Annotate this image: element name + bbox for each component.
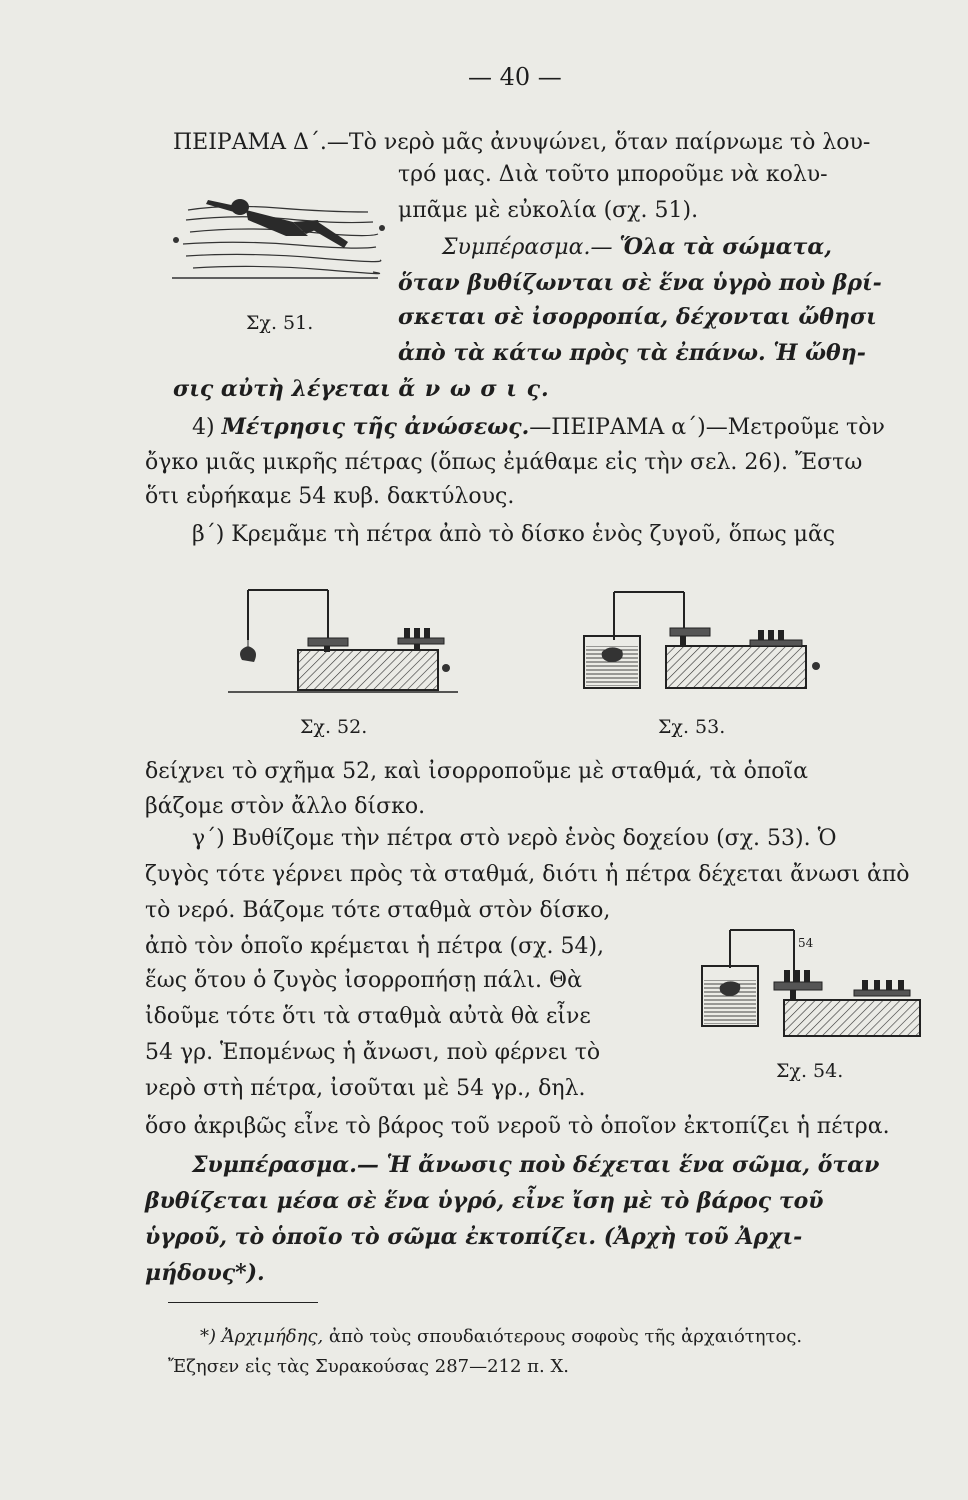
text-line: ὅσο ἀκριβῶς εἶνε τὸ βάρος τοῦ νεροῦ τὸ ὁποῖον ἐκτοπίζει ἡ πέτρα. xyxy=(145,1114,890,1139)
text-line: ἰδοῦμε τότε ὅτι τὰ σταθμὰ αὐτὰ θὰ εἶνε xyxy=(145,1004,591,1029)
text-line: τὸ νερό. Βάζομε τότε σταθμὰ στὸν δίσκο, xyxy=(145,898,611,923)
text-line: δείχνει τὸ σχῆμα 52, καὶ ἰσορροποῦμε μὲ σταθμά, τὰ ὁποῖα xyxy=(145,759,809,784)
experiment-label: —ΠΕΙΡΑΜΑ α΄)—Μετροῦμε τὸν xyxy=(529,415,885,440)
figure-caption: Σχ. 52. xyxy=(300,716,368,738)
conclusion-line xyxy=(173,374,550,404)
conclusion-line: σκεται σὲ ἰσορροπία, δέχονται ὤθησι xyxy=(398,304,877,330)
text-line: ἀπὸ τὸν ὁποῖο κρέμεται ἡ πέτρα (σχ. 54), xyxy=(145,934,605,959)
page-number: — 40 — xyxy=(468,63,562,91)
text-line: τρό μας. Διὰ τοῦτο μποροῦμε νὰ κολυ- xyxy=(398,162,828,187)
text-line: 54 γρ. Ἑπομένως ἡ ἄνωσι, ποὺ φέρνει τὸ xyxy=(145,1040,601,1065)
text-line: γ΄) Βυθίζομε τὴν πέτρα στὸ νερὸ ἑνὸς δοχείου (σχ. 53). Ὁ xyxy=(192,826,837,851)
text-line: β΄) Κρεμᾶμε τὴ πέτρα ἀπὸ τὸ δίσκο ἑνὸς ζυγοῦ, ὅπως μᾶς xyxy=(192,522,836,547)
swimmer-figure xyxy=(168,192,390,292)
conclusion-line: μήδους*). xyxy=(145,1260,265,1286)
conclusion-line: ἀπὸ τὰ κάτω πρὸς τὰ ἐπάνω. Ἡ ὤθη- xyxy=(398,340,866,366)
conclusion-line xyxy=(442,232,832,263)
footnote-rule xyxy=(168,1302,318,1303)
conclusion-line: ὑγροῦ, τὸ ὁποῖο τὸ σῶμα ἐκτοπίζει. (Ἀρχὴ τοῦ Ἀρχι- xyxy=(145,1224,803,1250)
text-line: ΠΕΙΡΑΜΑ Δ΄.—Τὸ νερὸ μᾶς ἀνυψώνει, ὅταν παίρνωμε τὸ λου- xyxy=(173,130,871,155)
conclusion-heading: Συμπέρασμα.— xyxy=(442,235,620,260)
conclusion-text: σις αὐτὴ λέγεται xyxy=(173,376,399,402)
figure-caption: Σχ. 51. xyxy=(246,312,314,334)
section-number: 4) xyxy=(192,415,222,440)
balance-figure-52 xyxy=(228,580,468,700)
conclusion-line: ὅταν βυθίζωνται σὲ ἕνα ὑγρὸ ποὺ βρί- xyxy=(398,270,882,296)
text-line: βάζομε στὸν ἄλλο δίσκο. xyxy=(145,794,426,819)
text-line: ζυγὸς τότε γέρνει πρὸς τὰ σταθμά, διότι ἡ πέτρα δέχεται ἄνωσι ἀπὸ xyxy=(145,862,910,887)
figure-weight-label: 54 xyxy=(798,936,814,950)
section-title: Μέτρησις τῆς ἀνώσεως. xyxy=(221,414,530,440)
text-line: μπᾶμε μὲ εὐκολία (σχ. 51). xyxy=(398,198,699,223)
conclusion-line: βυθίζεται μέσα σὲ ἕνα ὑγρό, εἶνε ἴση μὲ τὸ βάρος τοῦ xyxy=(145,1188,824,1214)
text-line: ὅτι εὑρήκαμε 54 κυβ. δακτύλους. xyxy=(145,484,515,509)
footnote-line: Ἔζησεν εἰς τὰς Συρακούσας 287—212 π. Χ. xyxy=(168,1356,569,1377)
text-line: νερὸ στὴ πέτρα, ἰσοῦται μὲ 54 γρ., δηλ. xyxy=(145,1076,586,1101)
footnote-line xyxy=(200,1326,802,1347)
text-line: ἕως ὅτου ὁ ζυγὸς ἰσορροπήσῃ πάλι. Θὰ xyxy=(145,968,582,993)
term-anosis: ἄ ν ω σ ι ς. xyxy=(398,376,550,402)
text-line: ὄγκο μιᾶς μικρῆς πέτρας (ὅπως ἐμάθαμε εἰς τὴν σελ. 26). Ἔστω xyxy=(145,450,863,475)
balance-figure-53 xyxy=(580,580,830,700)
footnote-marker: *) Ἀρχιμήδης, xyxy=(200,1326,324,1347)
figure-caption: Σχ. 53. xyxy=(658,716,726,738)
figure-caption: Σχ. 54. xyxy=(776,1060,844,1082)
footnote-text: ἀπὸ τοὺς σπουδαιότερους σοφοὺς τῆς ἀρχαιότητος. xyxy=(323,1326,803,1347)
conclusion-line: Συμπέρασμα.— Ἡ ἄνωσις ποὺ δέχεται ἕνα σῶμα, ὅταν xyxy=(192,1152,880,1178)
section-heading-line xyxy=(192,412,885,443)
conclusion-text: Ὅλα τὰ σώματα, xyxy=(619,234,832,260)
